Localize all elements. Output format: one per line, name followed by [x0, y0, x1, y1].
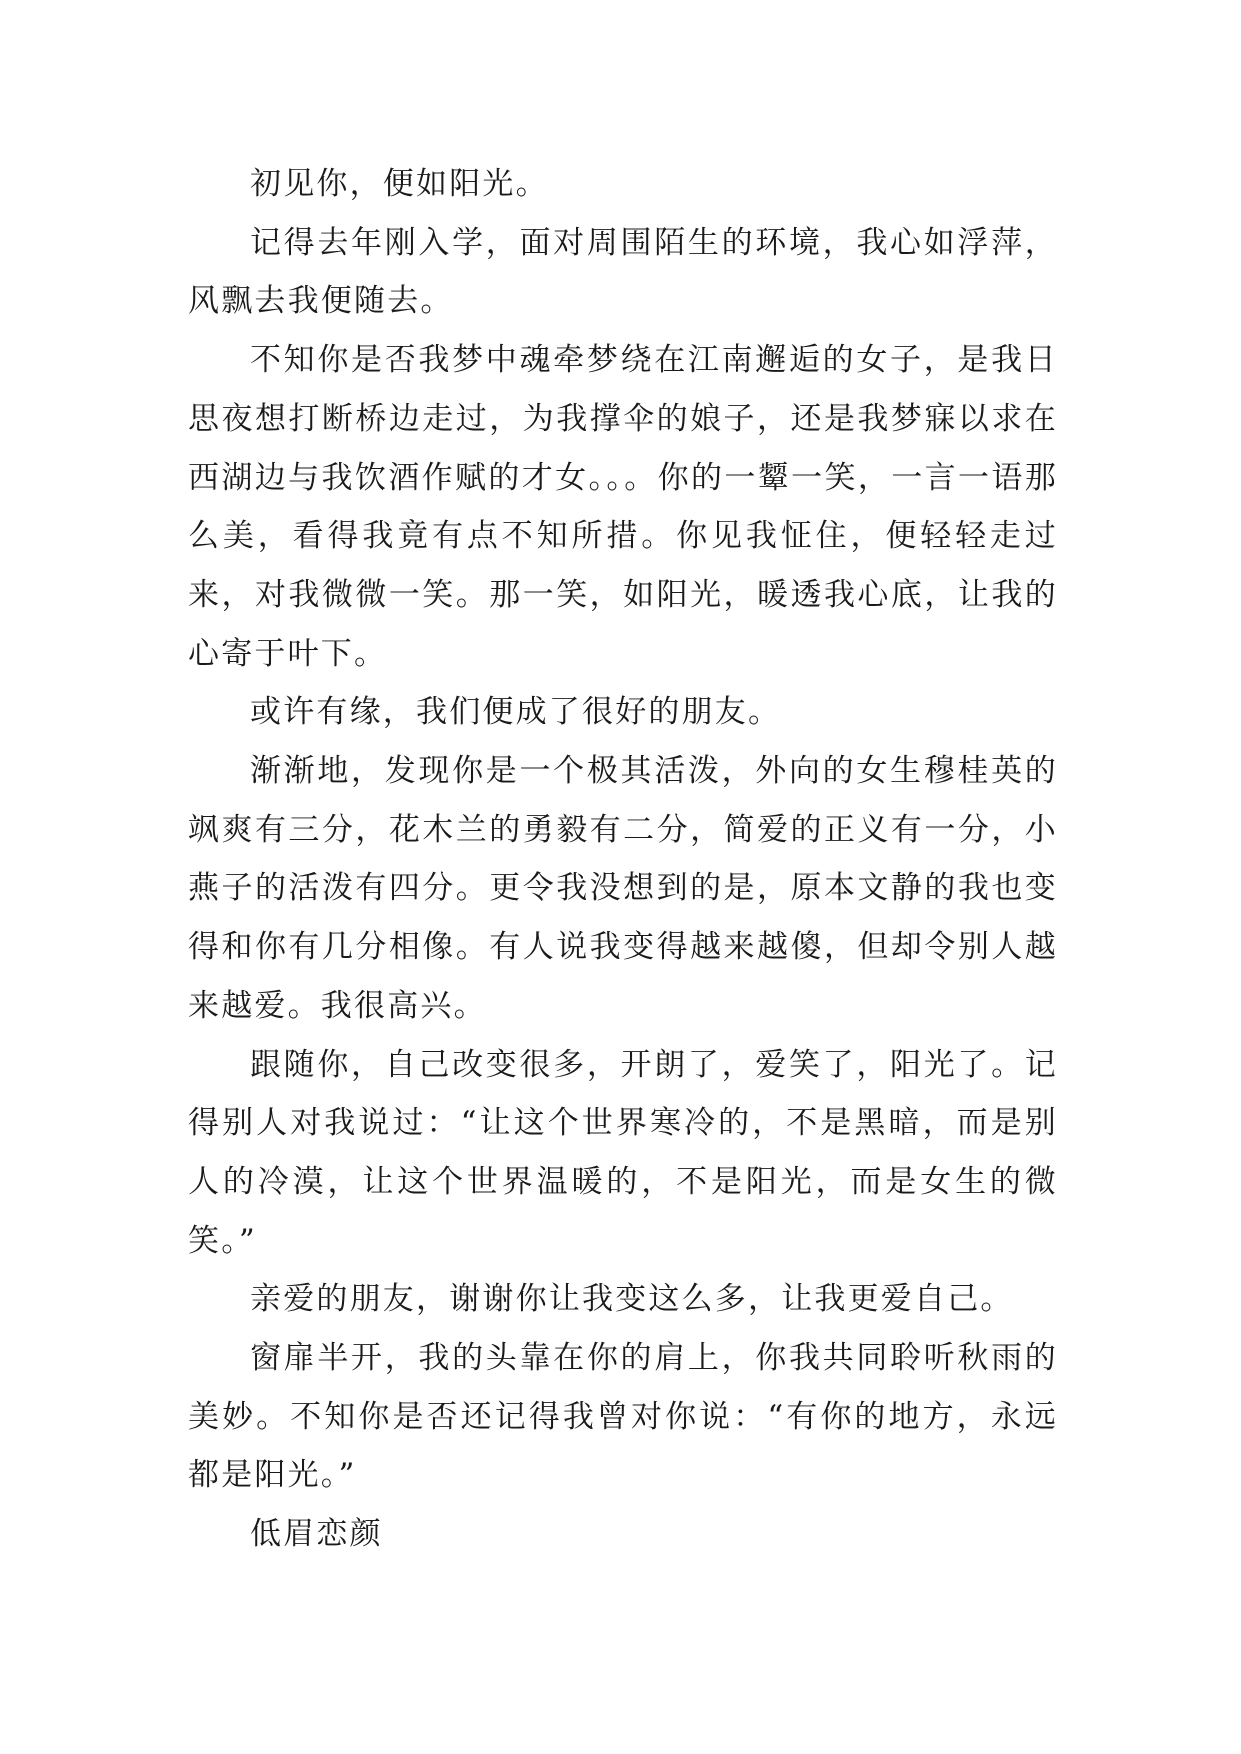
paragraph-5: 渐渐地，发现你是一个极其活泼，外向的女生穆桂英的飒爽有三分，花木兰的勇毅有二分，简爱的正义有一分，小燕子的活泼有四分。更令我没想到的是，原本文静的我也变得和你有几分相像。有人说我变得越来越傻，但却令别人越来越爱。我很高兴。	[188, 753, 1058, 1024]
paragraph-3: 不知你是否我梦中魂牵梦绕在江南邂逅的女子，是我日思夜想打断桥边走过，为我撑伞的娘子，还是我梦寐以求在西湖边与我饮酒作赋的才女。。。你的一颦一笑，一言一语那么美，看得我竟有点不知所措。你见我怔住，便轻轻走过来，对我微微一笑。那一笑，如阳光，暖透我心底，让我的心寄于叶下。	[188, 342, 1058, 672]
paragraph-8: 窗扉半开，我的头靠在你的肩上，你我共同聆听秋雨的美妙。不知你是否还记得我曾对你说：“有你的地方，永远都是阳光。”	[188, 1340, 1058, 1494]
paragraph-4: 或许有缘，我们便成了很好的朋友。	[250, 694, 782, 731]
paragraph-7: 亲爱的朋友，谢谢你让我变这么多，让我更爱自己。	[250, 1281, 1014, 1318]
author-signature: 低眉恋颜	[250, 1516, 383, 1553]
paragraph-2: 记得去年刚入学，面对周围陌生的环境，我心如浮萍，风飘去我便随去。	[188, 224, 1058, 320]
paragraph-1: 初见你，便如阳光。	[250, 166, 549, 202]
paragraph-6: 跟随你，自己改变很多，开朗了，爱笑了，阳光了。记得别人对我说过：“让这个世界寒冷的，不是黑暗，而是别人的冷漠，让这个世界温暖的，不是阳光，而是女生的微笑。”	[188, 1046, 1058, 1259]
essay-body	[188, 155, 1058, 1564]
